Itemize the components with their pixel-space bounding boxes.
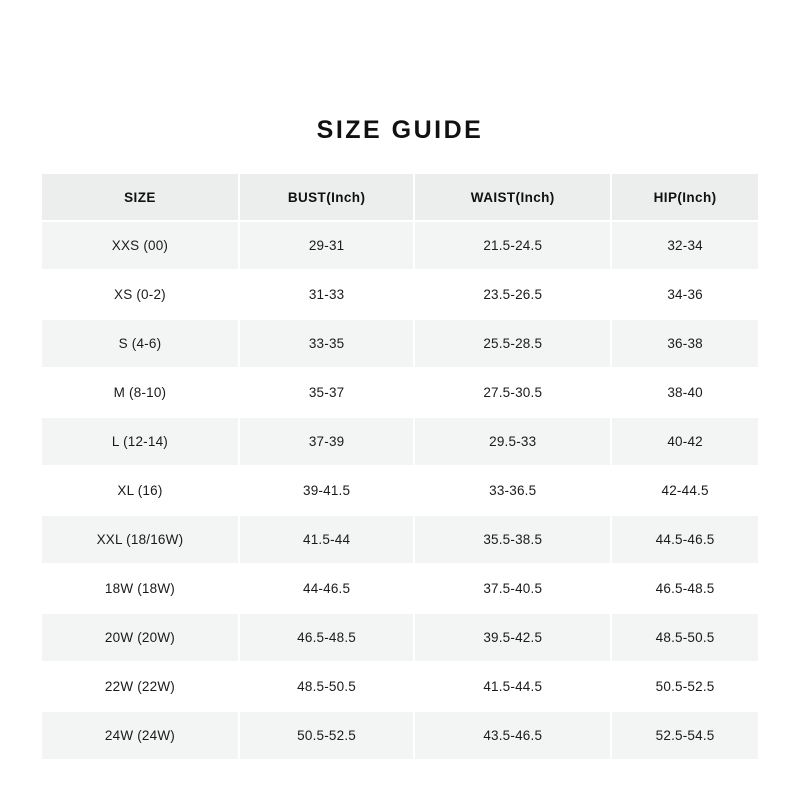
cell-hip: 36-38	[611, 319, 758, 368]
table-header	[42, 174, 758, 221]
cell-bust: 39-41.5	[239, 466, 414, 515]
cell-bust: 29-31	[239, 221, 414, 270]
cell-size: L (12-14)	[42, 417, 239, 466]
table-row	[42, 564, 758, 613]
cell-waist: 25.5-28.5	[414, 319, 611, 368]
table-row	[42, 711, 758, 759]
cell-waist: 39.5-42.5	[414, 613, 611, 662]
cell-hip: 52.5-54.5	[611, 711, 758, 759]
column-header-size: SIZE	[42, 174, 239, 221]
column-header-bust: BUST(Inch)	[239, 174, 414, 221]
cell-bust: 37-39	[239, 417, 414, 466]
cell-hip: 50.5-52.5	[611, 662, 758, 711]
cell-waist: 41.5-44.5	[414, 662, 611, 711]
cell-size: XXS (00)	[42, 221, 239, 270]
cell-size: 24W (24W)	[42, 711, 239, 759]
table-row	[42, 270, 758, 319]
cell-waist: 33-36.5	[414, 466, 611, 515]
cell-bust: 41.5-44	[239, 515, 414, 564]
cell-bust: 31-33	[239, 270, 414, 319]
size-chart-table	[42, 174, 758, 759]
table-row	[42, 417, 758, 466]
cell-bust: 44-46.5	[239, 564, 414, 613]
cell-bust: 46.5-48.5	[239, 613, 414, 662]
size-chart-container	[42, 174, 758, 759]
cell-size: XXL (18/16W)	[42, 515, 239, 564]
cell-hip: 40-42	[611, 417, 758, 466]
cell-size: M (8-10)	[42, 368, 239, 417]
table-row	[42, 221, 758, 270]
cell-waist: 37.5-40.5	[414, 564, 611, 613]
table-body	[42, 221, 758, 759]
table-row	[42, 466, 758, 515]
table-header-row	[42, 174, 758, 221]
cell-waist: 27.5-30.5	[414, 368, 611, 417]
cell-waist: 43.5-46.5	[414, 711, 611, 759]
cell-bust: 50.5-52.5	[239, 711, 414, 759]
cell-waist: 23.5-26.5	[414, 270, 611, 319]
cell-hip: 42-44.5	[611, 466, 758, 515]
table-row	[42, 515, 758, 564]
cell-bust: 48.5-50.5	[239, 662, 414, 711]
cell-size: XL (16)	[42, 466, 239, 515]
column-header-waist: WAIST(Inch)	[414, 174, 611, 221]
cell-size: S (4-6)	[42, 319, 239, 368]
table-row	[42, 368, 758, 417]
page-title: SIZE GUIDE	[316, 116, 484, 144]
column-header-hip: HIP(Inch)	[611, 174, 758, 221]
cell-size: 22W (22W)	[42, 662, 239, 711]
cell-hip: 32-34	[611, 221, 758, 270]
cell-hip: 46.5-48.5	[611, 564, 758, 613]
cell-bust: 35-37	[239, 368, 414, 417]
cell-waist: 35.5-38.5	[414, 515, 611, 564]
cell-size: 20W (20W)	[42, 613, 239, 662]
table-row	[42, 319, 758, 368]
table-row	[42, 613, 758, 662]
cell-hip: 48.5-50.5	[611, 613, 758, 662]
cell-waist: 29.5-33	[414, 417, 611, 466]
cell-hip: 38-40	[611, 368, 758, 417]
cell-waist: 21.5-24.5	[414, 221, 611, 270]
cell-size: 18W (18W)	[42, 564, 239, 613]
cell-size: XS (0-2)	[42, 270, 239, 319]
cell-bust: 33-35	[239, 319, 414, 368]
cell-hip: 44.5-46.5	[611, 515, 758, 564]
table-row	[42, 662, 758, 711]
cell-hip: 34-36	[611, 270, 758, 319]
